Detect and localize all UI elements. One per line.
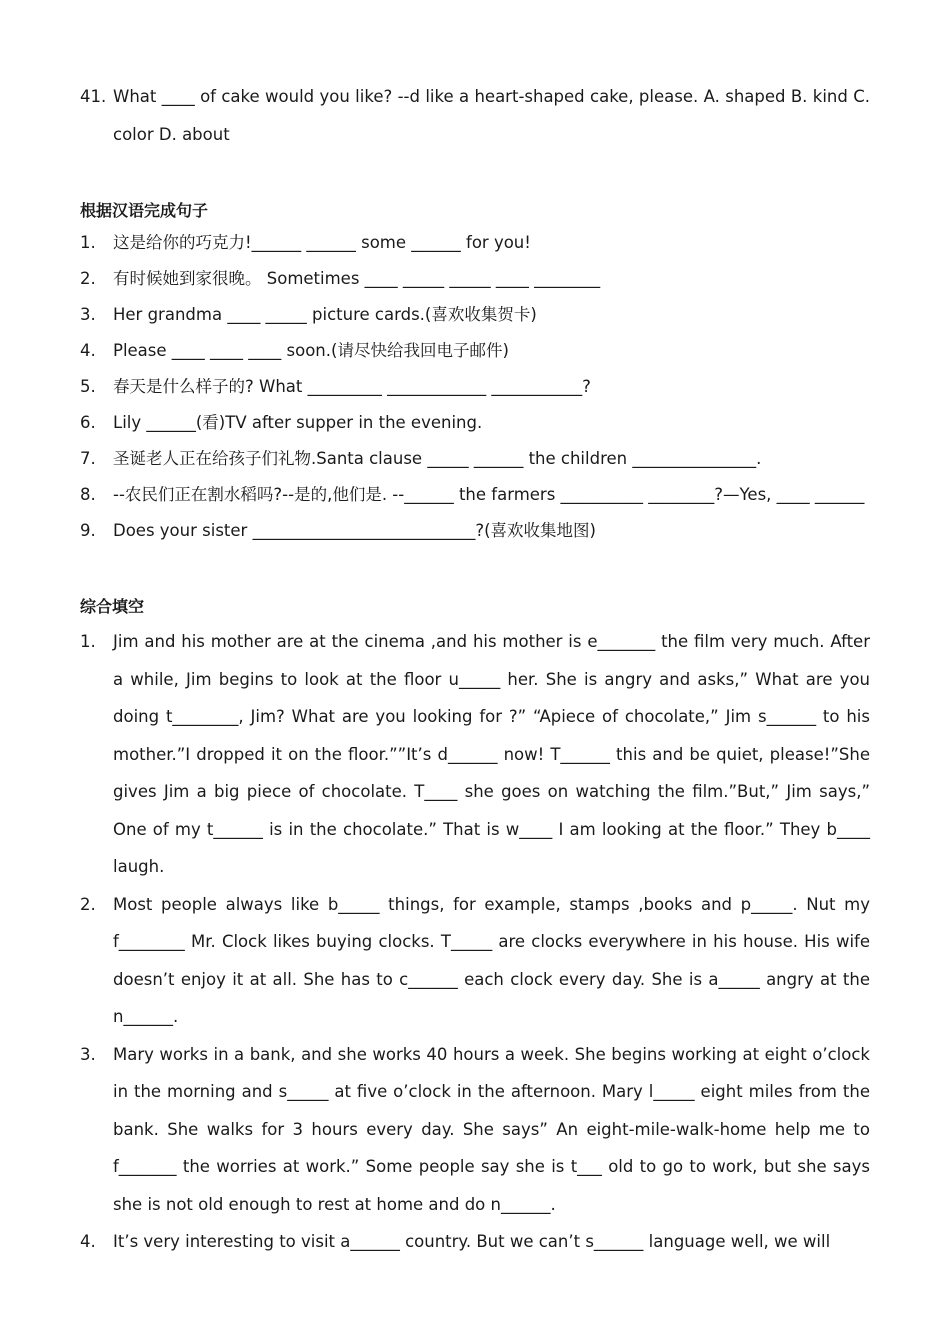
list-item	[80, 369, 870, 405]
question-text: What ____ of cake would you like? --d like a heart-shaped cake, please. A. shaped B. kind C. color D. about	[113, 87, 870, 144]
item-text: Jim and his mother are at the cinema ,and his mother is e_______ the film very much. After a while, Jim begins to look at the floor u_____ her. She is angry and asks,” What are you doing t________, Jim? What are you looking for ?” “Apiece of chocolate,” Jim s______ to his mother.”I dropped it on the floor.””It’s d______ now! T______ this and be quiet, please!”She gives Jim a big piece of chocolate. T____ she goes on watching the film.”But,” Jim says,” One of my t______ is in the chocolate.” That is w____ I am looking at the floor.” They b____ laugh.	[113, 632, 870, 876]
list-item	[80, 1223, 870, 1261]
question-41	[80, 78, 870, 153]
item-number: 4.	[80, 341, 96, 360]
item-number: 8.	[80, 485, 96, 504]
item-text: --农民们正在割水稻吗?--是的,他们是. --______ the farmers __________ ________?—Yes, ____ ______	[113, 485, 865, 504]
item-text: Does your sister ___________________________?(喜欢收集地图)	[113, 521, 596, 540]
list-item	[80, 225, 870, 261]
item-number: 9.	[80, 521, 96, 540]
list-item	[80, 886, 870, 1036]
list-item	[80, 261, 870, 297]
item-text: Her grandma ____ _____ picture cards.(喜欢收集贺卡)	[113, 305, 537, 324]
item-text: Mary works in a bank, and she works 40 hours a week. She begins working at eight o’clock in the morning and s_____ at five o’clock in the afternoon. Mary l_____ eight miles from the bank. She walks for 3 hours every day. She says” An eight-mile-walk-home help me to f_______ the worries at work.” Some people say she is t___ old to go to work, but she says she is not old enough to rest at home and do n______.	[113, 1044, 870, 1214]
item-number: 3.	[80, 1044, 96, 1064]
item-text: 春天是什么样子的? What _________ ____________ ___________?	[113, 377, 591, 396]
cloze-section	[80, 623, 870, 1261]
list-item	[80, 1036, 870, 1224]
item-text: Lily ______(看)TV after supper in the evening.	[113, 413, 483, 432]
section-heading-translation: 根据汉语完成句子	[80, 201, 209, 220]
item-number: 3.	[80, 305, 96, 324]
list-item	[80, 441, 870, 477]
item-number: 1.	[80, 233, 96, 252]
item-number: 4.	[80, 1232, 96, 1251]
item-text: Please ____ ____ ____ soon.(请尽快给我回电子邮件)	[113, 341, 509, 360]
translation-section	[80, 225, 870, 549]
item-number: 1.	[80, 632, 96, 651]
item-number: 6.	[80, 413, 96, 432]
item-number: 2.	[80, 894, 96, 914]
list-item	[80, 513, 870, 549]
item-number: 7.	[80, 449, 96, 468]
item-text: 这是给你的巧克力!______ ______ some ______ for you!	[113, 233, 531, 252]
list-item	[80, 405, 870, 441]
list-item	[80, 477, 870, 513]
document-page	[80, 78, 870, 1261]
list-item	[80, 297, 870, 333]
item-number: 2.	[80, 269, 96, 288]
list-item	[80, 623, 870, 886]
section-heading-cloze: 综合填空	[80, 597, 145, 616]
item-text: 有时候她到家很晚。 Sometimes ____ _____ _____ ____ ________	[113, 269, 601, 288]
item-number: 5.	[80, 377, 96, 396]
item-text: 圣诞老人正在给孩子们礼物.Santa clause _____ ______ the children _______________.	[113, 449, 762, 468]
item-text: It’s very interesting to visit a______ country. But we can’t s______ language well, we will	[113, 1232, 831, 1251]
question-number: 41.	[80, 87, 107, 106]
list-item	[80, 333, 870, 369]
item-text: Most people always like b_____ things, for example, stamps ,books and p_____. Nut my f________ Mr. Clock likes buying clocks. T_____ are clocks everywhere in his house. His wife doesn’t enjoy it at all. She has to c______ each clock every day. She is a_____ angry at the n______.	[113, 894, 870, 1026]
